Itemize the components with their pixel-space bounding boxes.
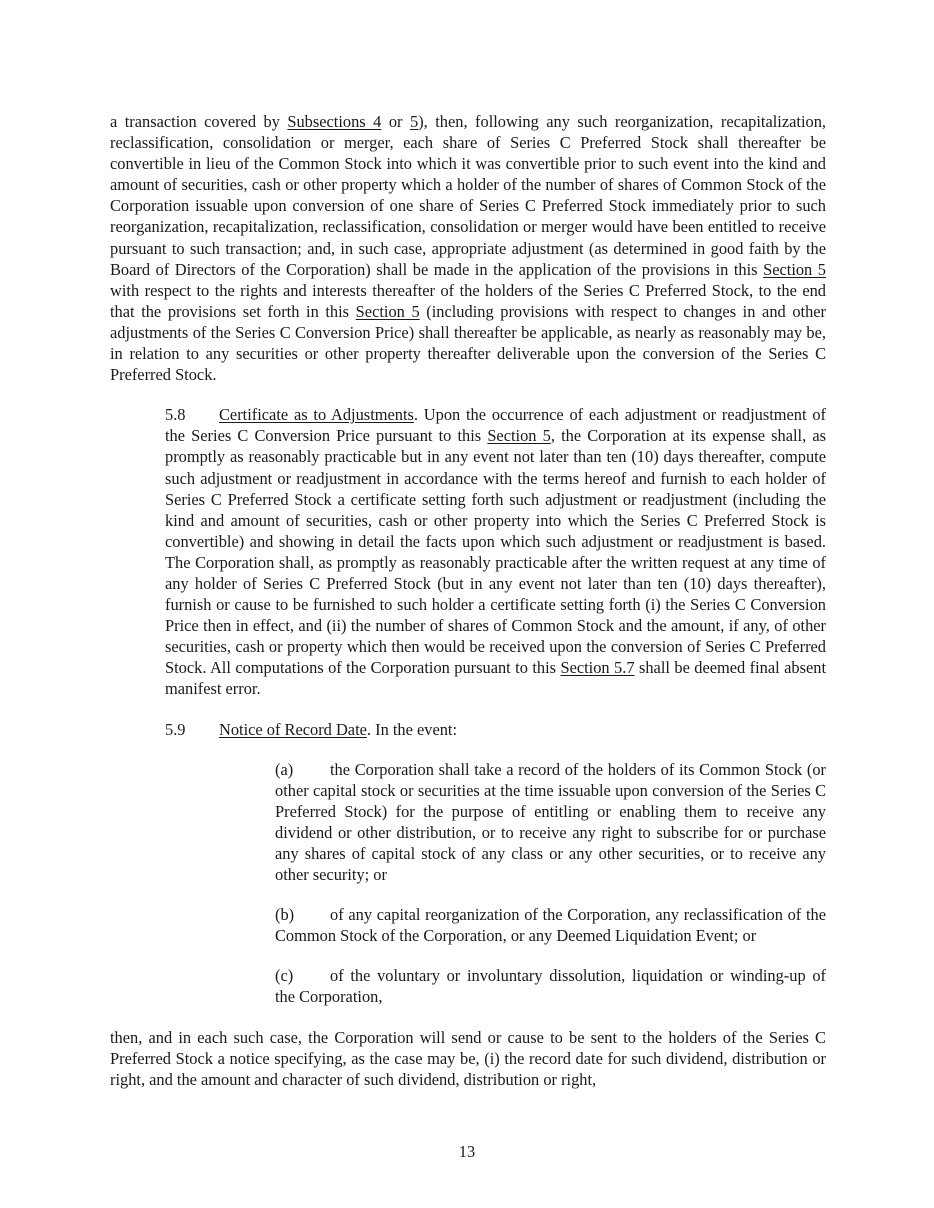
subclause-text: of any capital reorganization of the Corporation, any reclassification of the Common Stock of the Corporation, or any Deemed Liquidation Event; or xyxy=(275,905,826,946)
subclause-c xyxy=(110,965,826,1007)
subsection-5-reference: 5 xyxy=(410,112,419,131)
subclause-a xyxy=(110,759,826,886)
section-heading: Certificate as to Adjustments xyxy=(219,405,414,425)
text-run: (including provisions with respect to changes in and other adjustments of the Series C Conversion Price) shall thereafter be applicable, as nearly as reasonably may be, in relation to any securities or other property thereafter deliverable upon the conversion of the Series C Preferred Stock. xyxy=(110,301,826,385)
text-run: . Upon the occurrence of each adjustment or readjustment of the Series C Conversion Price pursuant to this xyxy=(165,405,826,446)
subclause-text: the Corporation shall take a record of the holders of its Common Stock (or other capital stock or securities at the time issuable upon conversion of the Series C Preferred Stock) for the purpose of entitling or enabling them to receive any dividend or other distribution, or to receive any right to subscribe for or purchase any shares of capital stock of any class or any other securities, or to receive any other security; or xyxy=(275,759,826,885)
closing-paragraph: then, and in each such case, the Corporation will send or cause to be sent to the holders of the Series C Preferred Stock a notice specifying, as the case may be, (i) the record date for such dividend, distribution or right, and the amount and character of such dividend, distribution or right, xyxy=(110,1027,826,1089)
section-heading: Notice of Record Date xyxy=(219,719,367,739)
page-number: 13 xyxy=(458,1142,476,1161)
subclause-label: (b) xyxy=(275,905,295,925)
text-run: . In the event: xyxy=(366,719,458,739)
section-5-7-reference: Section 5.7 xyxy=(560,658,635,678)
section-5-reference: Section 5 xyxy=(487,426,551,446)
text-run: ), then, following any such reorganization, recapitalization, reclassification, consolidation or merger, each share of Series C Preferred Stock shall thereafter be convertible in lieu of the Common Stock into which it was convertible prior to such event into the kind and amount of securities, cash or other property which a holder of the number of shares of Common Stock of the Corporation issuable upon conversion of one share of Series C Preferred Stock immediately prior to such reorganization, recapitalization, reclassification, consolidation or merger would have been entitled to receive pursuant to such transaction; and, in such case, appropriate adjustment (as determined in good faith by the Board of Directors of the Corporation) shall be made in the application of the provisions in this xyxy=(110,112,826,279)
section-number: 5.8 xyxy=(165,405,186,425)
text-run: a transaction covered by xyxy=(110,112,288,131)
section-5-reference: Section 5 xyxy=(355,301,420,321)
text-run: , the Corporation at its expense shall, as promptly as reasonably practicable but in any event not later than ten (10) days thereafter, compute such adjustment or readjustment in accordance with the terms hereof and furnish to each holder of Series C Preferred Stock a certificate setting forth such adjustment or readjustment (including the kind and amount of securities, cash or other property into which the Series C Preferred Stock is convertible) and showing in detail the facts upon which such adjustment or readjustment is based. The Corporation shall, as promptly as reasonably practicable after the written request at any time of any holder of Series C Preferred Stock (but in any event not later than ten (10) days thereafter), furnish or cause to be furnished to such holder a certificate setting forth (i) the Series C Conversion Price then in effect, and (ii) the number of shares of Common Stock and the amount, if any, of other securities, cash or property which then would be received upon the conversion of Series C Preferred Stock. All computations of the Corporation pursuant to this xyxy=(165,426,826,678)
document-body xyxy=(110,111,826,1090)
subclause-text: of the voluntary or involuntary dissolution, liquidation or winding-up of the Corporation, xyxy=(275,966,826,1007)
continuation-paragraph xyxy=(110,111,826,385)
subclause-b xyxy=(110,904,826,946)
text-run: or xyxy=(381,112,410,131)
text-run: shall be deemed final absent manifest error. xyxy=(165,658,827,699)
section-5-reference: Section 5 xyxy=(763,259,826,279)
subclause-label: (c) xyxy=(275,966,294,986)
subsections-4-reference: Subsections 4 xyxy=(287,112,382,131)
section-5-8-paragraph xyxy=(110,404,826,699)
section-number: 5.9 xyxy=(165,719,186,739)
subclause-label: (a) xyxy=(275,759,294,779)
section-5-9-paragraph xyxy=(110,719,826,740)
text-run: with respect to the rights and interests thereafter of the holders of the Series C Preferred Stock, to the end that the provisions set forth in this xyxy=(110,280,826,321)
